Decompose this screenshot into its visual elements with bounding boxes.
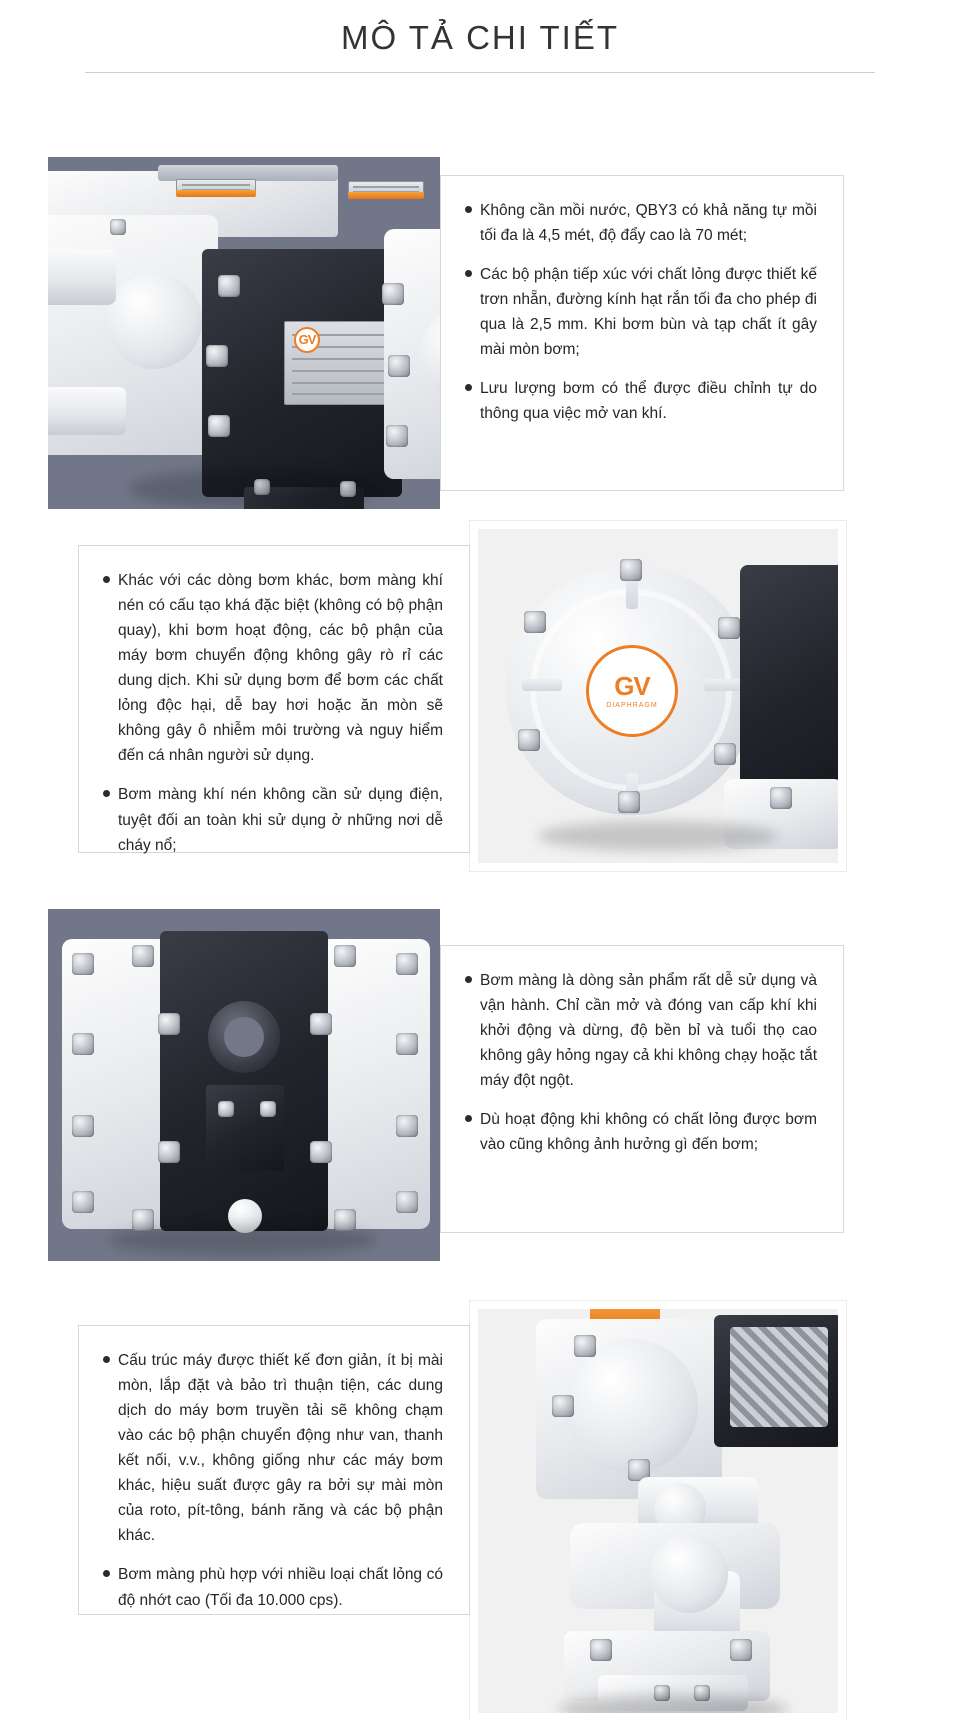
bullet-dot-icon: [103, 1570, 110, 1577]
section-1-textbox: [440, 175, 844, 491]
bullet-dot-icon: [465, 976, 472, 983]
brand-logo-sub: DIAPHRAGM: [606, 701, 658, 709]
page-header: [0, 0, 960, 73]
bullet-text: Bơm màng là dòng sản phẩm rất dễ sử dụng và vận hành. Chỉ cần mở và đóng van cấp khí khi khởi động và dừng, độ bền bỉ và tuổi thọ cao không gây hỏng ngay cả khi không chạy hoặc tắt máy đột ngột.: [480, 971, 817, 1090]
bullet-item: [465, 968, 817, 1094]
pump-photo-4: [470, 1301, 846, 1721]
bullet-dot-icon: [465, 270, 472, 277]
bullet-dot-icon: [103, 1356, 110, 1363]
bullet-dot-icon: [103, 576, 110, 583]
bullet-item: [465, 262, 817, 362]
bullet-text: Bơm màng phù hợp với nhiều loại chất lỏng có độ nhớt cao (Tối đa 10.000 cps).: [118, 1566, 443, 1609]
pump-photo-2: [470, 521, 846, 871]
bullet-text: Khác với các dòng bơm khác, bơm màng khí nén có cấu tạo khá đặc biệt (không có bộ phận quay), khi bơm hoạt động, các bộ phận của máy bơm chuyển động không gây rò rỉ các dung dịch. Khi sử dụng bơm để bơm các chất lỏng độc hại, dễ bay hơi hoặc ăn mòn sẽ không gây ô nhiễm môi trường và nguy hiểm đến cá nhân người sử dụng.: [118, 571, 443, 765]
bullet-text: Dù hoạt động khi không có chất lỏng được bơm vào cũng không ảnh hưởng gì đến bơm;: [480, 1111, 817, 1154]
section-4-textbox: [78, 1325, 470, 1615]
bullet-text: Lưu lượng bơm có thể được điều chỉnh tự do thông qua việc mở van khí.: [480, 380, 817, 423]
page-title: MÔ TẢ CHI TIẾT: [341, 19, 619, 56]
bullet-item: [465, 198, 817, 248]
section-2-textbox: [78, 545, 470, 853]
bullet-text: Các bộ phận tiếp xúc với chất lỏng được thiết kế trơn nhẵn, đường kính hạt rắn tối đa cho phép đi qua là 2,5 mm. Khi bơm bùn và tạp chất ít gây mài mòn bơm;: [480, 265, 817, 359]
pump-photo-3: [48, 909, 440, 1261]
bullet-item: [103, 782, 443, 857]
bullet-item: [465, 1107, 817, 1157]
bullet-item: [103, 1348, 443, 1549]
section-3-textbox: [440, 945, 844, 1233]
bullet-dot-icon: [103, 790, 110, 797]
bullet-text: Cấu trúc máy được thiết kế đơn giản, ít bị mài mòn, lắp đặt và bảo trì thuận tiện, các dung dịch do máy bơm truyền tải sẽ không chạm vào các bộ phận chuyển động như van, thanh kết nối, v.v., không giống như các máy bơm khác, hiệu suất được gây ra bởi sự mài mòn của roto, pít-tông, bánh răng và các bộ phận khác.: [118, 1351, 443, 1545]
bullet-item: [103, 1562, 443, 1612]
bullet-text: Bơm màng khí nén không cần sử dụng điện, tuyệt đối an toàn khi sử dụng ở những nơi dễ cháy nổ;: [118, 786, 443, 854]
bullet-item: [465, 376, 817, 426]
bullet-dot-icon: [465, 1115, 472, 1122]
bullet-text: Không cần mồi nước, QBY3 có khả năng tự mồi tối đa là 4,5 mét, độ đẩy cao là 70 mét;: [480, 201, 817, 244]
bullet-item: [103, 568, 443, 769]
bullet-dot-icon: [465, 384, 472, 391]
brand-logo-badge: [586, 645, 678, 737]
bullet-dot-icon: [465, 206, 472, 213]
brand-logo-mark: GV: [614, 670, 650, 701]
header-divider: [85, 72, 875, 73]
pump-photo-1: GV: [48, 157, 440, 509]
